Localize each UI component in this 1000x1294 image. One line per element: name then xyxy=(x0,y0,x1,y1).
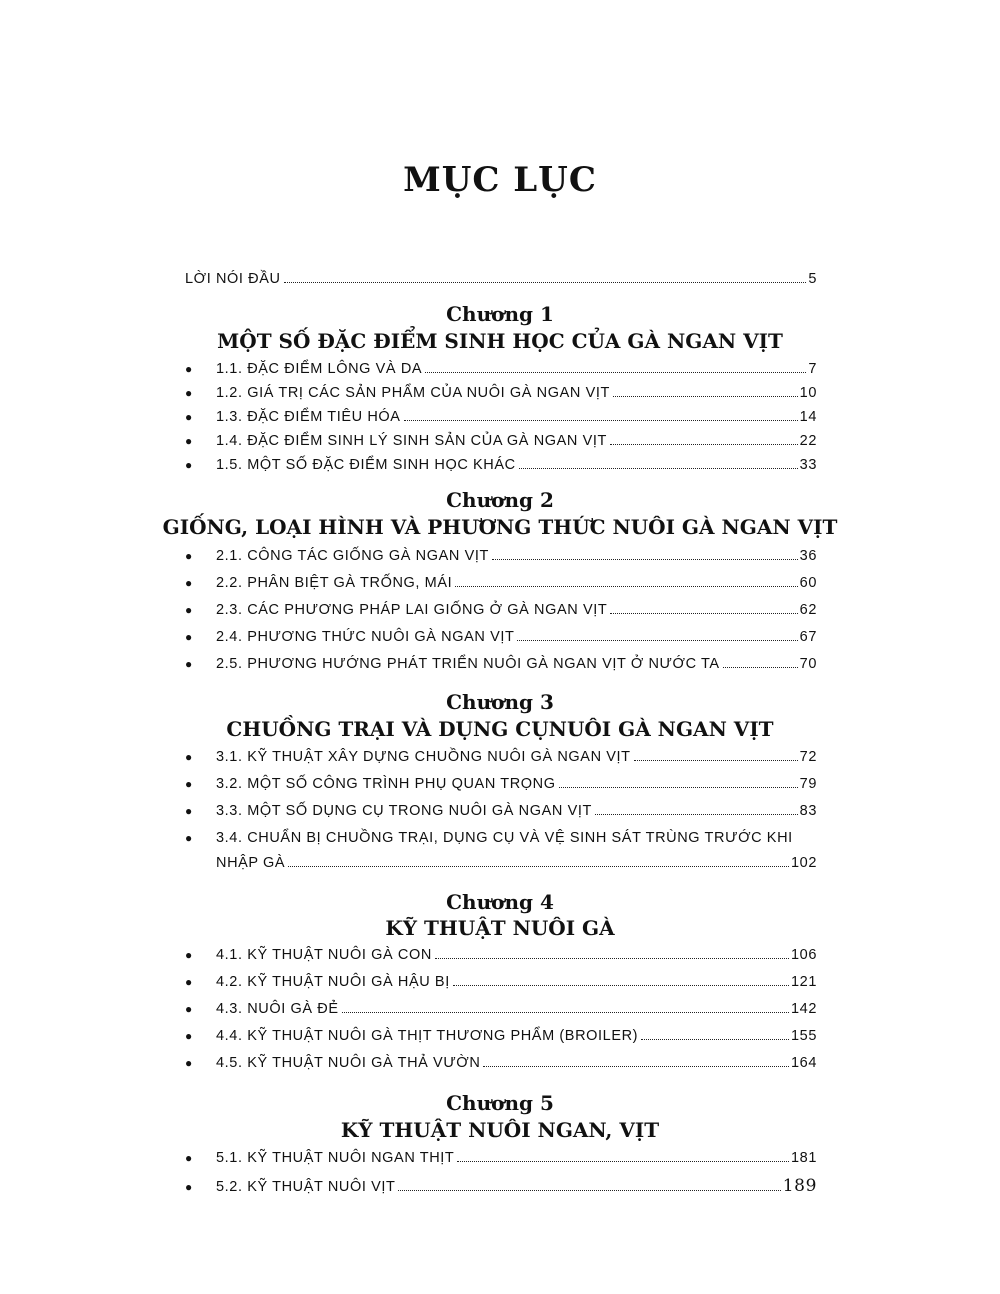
bullet-icon: ● xyxy=(185,975,193,989)
bullet-icon: ● xyxy=(185,750,193,764)
toc-entry-page: 142 xyxy=(791,1001,817,1017)
chapter-title: MỘT SỐ ĐẶC ĐIỂM SINH HỌC CỦA GÀ NGAN VỊT xyxy=(217,329,783,353)
dot-leader xyxy=(634,760,798,761)
toc-entry-text: 2.3. CÁC PHƯƠNG PHÁP LAI GIỐNG Ở GÀ NGAN VỊT xyxy=(216,602,608,618)
toc-entry[interactable] xyxy=(185,1150,817,1166)
bullet-icon: ● xyxy=(185,362,193,376)
bullet-icon: ● xyxy=(185,1056,193,1070)
toc-entry-page: 79 xyxy=(799,776,817,792)
bullet-icon: ● xyxy=(185,386,193,400)
toc-entry-text: 3.4. CHUẨN BỊ CHUỒNG TRẠI, DỤNG CỤ VÀ VỆ SINH SÁT TRÙNG TRƯỚC KHI xyxy=(216,830,793,846)
toc-entry[interactable] xyxy=(185,1055,817,1071)
bullet-icon: ● xyxy=(185,1002,193,1016)
dot-leader xyxy=(610,613,797,614)
toc-entry[interactable] xyxy=(185,361,817,377)
toc-entry-page: 60 xyxy=(799,575,817,591)
toc-entry-page: 62 xyxy=(799,602,817,618)
dot-leader xyxy=(610,444,798,445)
toc-entry-continuation[interactable] xyxy=(216,855,817,871)
toc-entry[interactable] xyxy=(185,409,817,425)
bullet-icon: ● xyxy=(185,630,193,644)
dot-leader xyxy=(723,667,798,668)
dot-leader xyxy=(453,985,789,986)
toc-entry[interactable] xyxy=(185,974,817,990)
toc-entry-text: 2.1. CÔNG TÁC GIỐNG GÀ NGAN VỊT xyxy=(216,548,489,564)
dot-leader xyxy=(595,814,798,815)
toc-entry-page: 121 xyxy=(791,974,817,990)
toc-entry[interactable] xyxy=(185,433,817,449)
toc-entry[interactable] xyxy=(185,457,817,473)
bullet-icon: ● xyxy=(185,831,193,845)
toc-entry[interactable] xyxy=(185,1176,817,1196)
dot-leader xyxy=(641,1039,789,1040)
bullet-icon: ● xyxy=(185,1180,193,1194)
toc-entry-text: 1.1. ĐẶC ĐIỂM LÔNG VÀ DA xyxy=(216,361,423,377)
toc-entry-page: 14 xyxy=(799,409,817,425)
toc-entry-page: 102 xyxy=(791,855,817,871)
toc-entry-text: 5.1. KỸ THUẬT NUÔI NGAN THỊT xyxy=(216,1150,455,1166)
toc-entry-preface[interactable] xyxy=(185,271,817,287)
toc-entry-page: 189 xyxy=(782,1176,817,1196)
toc-entry-page: 33 xyxy=(799,457,817,473)
toc-entry-text: 5.2. KỸ THUẬT NUÔI VỊT xyxy=(216,1179,396,1195)
page-title: MỤC LỤC xyxy=(403,160,597,200)
toc-entry-text: 1.4. ĐẶC ĐIỂM SINH LÝ SINH SẢN CỦA GÀ NGAN VỊT xyxy=(216,433,607,449)
bullet-icon: ● xyxy=(185,948,193,962)
chapter-title: KỸ THUẬT NUÔI NGAN, VỊT xyxy=(340,1118,660,1142)
toc-entry-text: 2.4. PHƯƠNG THỨC NUÔI GÀ NGAN VỊT xyxy=(216,629,515,645)
bullet-icon: ● xyxy=(185,434,193,448)
toc-entry[interactable] xyxy=(185,803,817,819)
dot-leader xyxy=(457,1161,789,1162)
toc-entry-page: 181 xyxy=(791,1150,817,1166)
toc-entry-text: 4.2. KỸ THUẬT NUÔI GÀ HẬU BỊ xyxy=(216,974,450,990)
toc-entry[interactable] xyxy=(185,656,817,672)
toc-entry[interactable] xyxy=(185,749,817,765)
chapter-number: Chương 4 xyxy=(446,890,554,914)
toc-entry-text-continued: NHẬP GÀ xyxy=(216,855,286,871)
toc-entry-page: 7 xyxy=(808,361,817,377)
toc-entry-page: 22 xyxy=(799,433,817,449)
chapter-title: CHUỒNG TRẠI VÀ DỤNG CỤNUÔI GÀ NGAN VỊT xyxy=(226,717,774,741)
toc-entry[interactable] xyxy=(185,776,817,792)
dot-leader xyxy=(342,1012,789,1013)
toc-entry-first-line[interactable] xyxy=(185,830,817,846)
dot-leader xyxy=(288,866,789,867)
toc-entry[interactable] xyxy=(185,629,817,645)
toc-entry-page: 67 xyxy=(799,629,817,645)
toc-entry-text: 4.5. KỸ THUẬT NUÔI GÀ THẢ VƯỜN xyxy=(216,1055,481,1071)
bullet-icon: ● xyxy=(185,410,193,424)
dot-leader xyxy=(284,282,807,283)
toc-entry-text: 1.5. MỘT SỐ ĐẶC ĐIỂM SINH HỌC KHÁC xyxy=(216,457,516,473)
toc-entry-page: 83 xyxy=(799,803,817,819)
dot-leader xyxy=(425,372,806,373)
toc-entry[interactable] xyxy=(185,575,817,591)
bullet-icon: ● xyxy=(185,657,193,671)
toc-entry[interactable] xyxy=(185,385,817,401)
toc-entry[interactable] xyxy=(185,548,817,564)
toc-entry-page: 10 xyxy=(799,385,817,401)
bullet-icon: ● xyxy=(185,576,193,590)
bullet-icon: ● xyxy=(185,1151,193,1165)
bullet-icon: ● xyxy=(185,458,193,472)
dot-leader xyxy=(559,787,798,788)
dot-leader xyxy=(404,420,798,421)
bullet-icon: ● xyxy=(185,804,193,818)
chapter-number: Chương 1 xyxy=(446,302,554,326)
toc-entry[interactable] xyxy=(185,947,817,963)
chapter-number: Chương 3 xyxy=(446,690,554,714)
toc-entry-page: 164 xyxy=(791,1055,817,1071)
dot-leader xyxy=(435,958,789,959)
toc-entry[interactable] xyxy=(185,1001,817,1017)
toc-entry-text: 3.2. MỘT SỐ CÔNG TRÌNH PHỤ QUAN TRỌNG xyxy=(216,776,556,792)
toc-entry-text: 1.2. GIÁ TRỊ CÁC SẢN PHẨM CỦA NUÔI GÀ NGAN VỊT xyxy=(216,385,610,401)
bullet-icon: ● xyxy=(185,549,193,563)
dot-leader xyxy=(517,640,797,641)
dot-leader xyxy=(483,1066,789,1067)
toc-entry-page: 106 xyxy=(791,947,817,963)
bullet-icon: ● xyxy=(185,1029,193,1043)
dot-leader xyxy=(492,559,798,560)
dot-leader xyxy=(519,468,798,469)
chapter-number: Chương 5 xyxy=(446,1091,554,1115)
bullet-icon: ● xyxy=(185,777,193,791)
dot-leader xyxy=(455,586,797,587)
dot-leader xyxy=(398,1190,780,1191)
chapter-title: GIỐNG, LOẠI HÌNH VÀ PHƯƠNG THỨC NUÔI GÀ NGAN VỊT xyxy=(162,515,838,539)
toc-entry-text: 1.3. ĐẶC ĐIỂM TIÊU HÓA xyxy=(216,409,401,425)
toc-entry[interactable] xyxy=(185,602,817,618)
toc-entry-text: 4.1. KỸ THUẬT NUÔI GÀ CON xyxy=(216,947,432,963)
toc-entry-page: 70 xyxy=(799,656,817,672)
toc-entry-page: 155 xyxy=(791,1028,817,1044)
chapter-title: KỸ THUẬT NUÔI GÀ xyxy=(385,916,615,940)
dot-leader xyxy=(613,396,798,397)
toc-entry-page: 36 xyxy=(799,548,817,564)
toc-entry-text: 2.5. PHƯƠNG HƯỚNG PHÁT TRIỂN NUÔI GÀ NGAN VỊT Ở NƯỚC TA xyxy=(216,656,720,672)
toc-entry-text: 4.4. KỸ THUẬT NUÔI GÀ THỊT THƯƠNG PHẨM (BROILER) xyxy=(216,1028,639,1044)
toc-entry-text: 3.1. KỸ THUẬT XÂY DỰNG CHUỒNG NUÔI GÀ NGAN VỊT xyxy=(216,749,631,765)
toc-entry-page: 5 xyxy=(808,271,817,287)
toc-entry-text: 3.3. MỘT SỐ DỤNG CỤ TRONG NUÔI GÀ NGAN VỊT xyxy=(216,803,592,819)
toc-entry-page: 72 xyxy=(799,749,817,765)
toc-entry-text: LỜI NÓI ĐẦU xyxy=(185,271,281,287)
toc-entry-text: 4.3. NUÔI GÀ ĐẺ xyxy=(216,1001,339,1017)
toc-entry-text: 2.2. PHÂN BIỆT GÀ TRỐNG, MÁI xyxy=(216,575,453,591)
chapter-number: Chương 2 xyxy=(446,488,554,512)
toc-entry[interactable] xyxy=(185,1028,817,1044)
bullet-icon: ● xyxy=(185,603,193,617)
